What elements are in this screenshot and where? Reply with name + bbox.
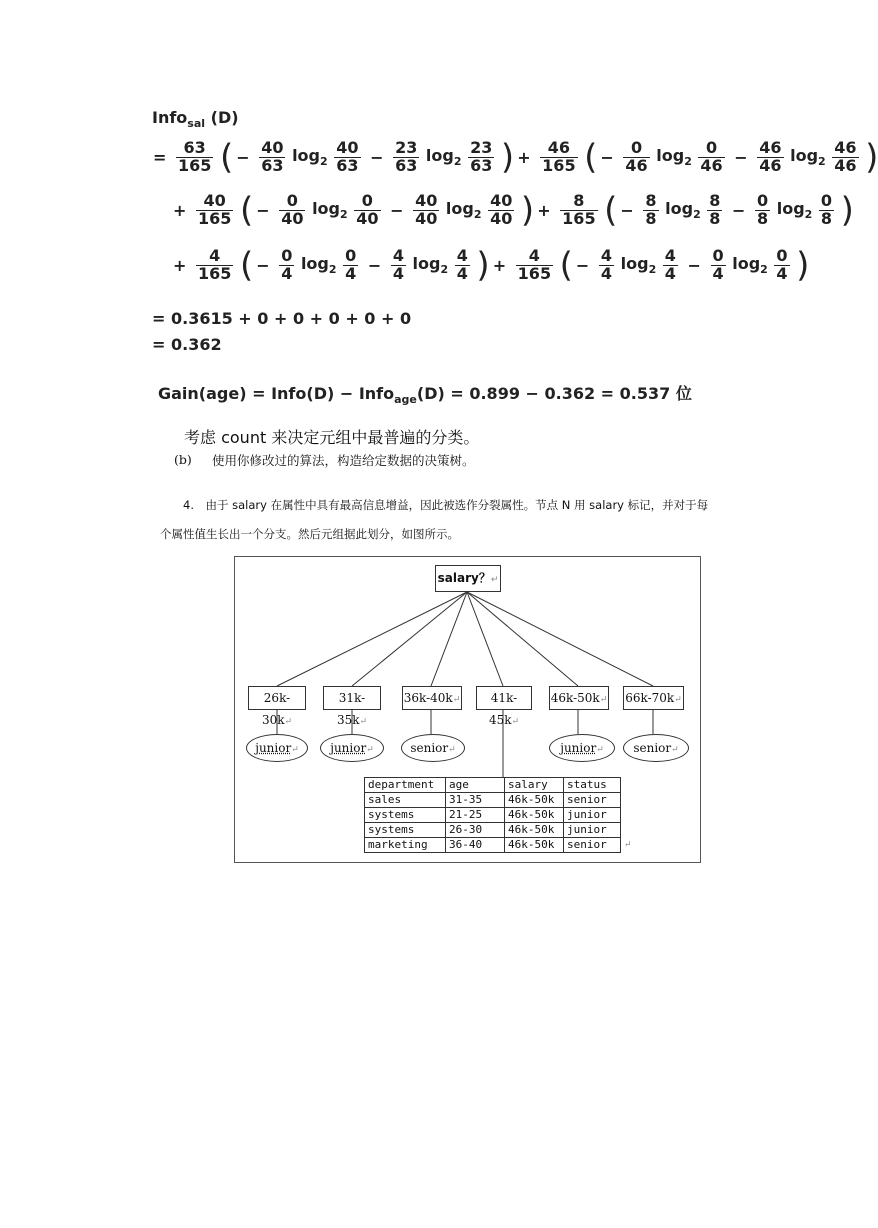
log-term: $\log_2$	[300, 254, 337, 277]
sum-line: = 0.3615 + 0 + 0 + 0 + 0 + 0	[152, 309, 412, 328]
fraction: $\frac{63}{165}$	[177, 138, 212, 175]
edge	[277, 592, 467, 686]
table-cell: 26-30	[446, 823, 505, 838]
table-return-mark: ↵	[624, 840, 632, 850]
log-term: $\log_2$	[292, 146, 328, 169]
equation-line-2: + $\frac{40}{165}$ ( − $\frac{0}{40}$ $\log_2$ $\frac{0}{40}$ − $\frac{40}{40}$ $\log_2$ $\frac{40}{40}$ ) + $\frac{8}{165}$ ( − $\frac{8}{8}$ $\log_2$ $\frac{8}{8}$ − $\frac{0}{8}$ $\log_2$ $\frac{0}{8}$ )	[173, 190, 854, 231]
table-cell: junior	[564, 808, 621, 823]
leaf-node: junior↵	[549, 734, 615, 762]
fraction: $\frac{0}{8}$	[757, 191, 769, 228]
fraction: $\frac{40}{165}$	[197, 191, 232, 228]
fraction: $\frac{40}{40}$	[415, 191, 438, 228]
info-sub: sal	[187, 117, 206, 131]
table-cell: 36-40	[446, 838, 505, 853]
fraction: $\frac{0}{40}$	[356, 191, 379, 228]
fraction: $\frac{0}{4}$	[776, 246, 788, 283]
log-term: $\log_2$	[665, 199, 701, 222]
log-term: $\log_2$	[445, 199, 482, 222]
root-node: salary？↵	[435, 565, 501, 592]
log-term: $\log_2$	[656, 146, 692, 169]
fraction: $\frac{46}{46}$	[834, 138, 857, 175]
fraction: $\frac{46}{165}$	[542, 138, 576, 175]
branch-node: 31k-35k↵	[323, 686, 381, 710]
table-cell: systems	[365, 808, 446, 823]
paragraph-4-line-2: 个属性值生长出一个分支。然后元组据此划分，如图所示。	[160, 527, 459, 541]
fraction: $\frac{0}{4}$	[281, 246, 293, 283]
table-cell: 46k-50k	[505, 793, 564, 808]
edge	[467, 592, 503, 686]
table-cell: 31-35	[446, 793, 505, 808]
fraction: $\frac{4}{165}$	[197, 246, 232, 283]
table-row	[365, 808, 621, 823]
leaf-node: junior↵	[246, 734, 308, 762]
table-cell: sales	[365, 793, 446, 808]
log-term: $\log_2$	[620, 254, 657, 277]
leaf-node: senior↵	[401, 734, 465, 762]
fraction: $\frac{46}{46}$	[759, 138, 782, 175]
gain-line: Gain(age) = Info(D) − Info$_{age}$(D) = 0.899 − 0.362 = 0.537 位	[158, 384, 692, 407]
table-row	[365, 793, 621, 808]
table-cell: junior	[564, 823, 621, 838]
table-cell: 46k-50k	[505, 808, 564, 823]
fraction: $\frac{23}{63}$	[395, 138, 418, 175]
partition-table	[364, 777, 621, 853]
fraction: $\frac{4}{4}$	[456, 246, 468, 283]
log-term: $\log_2$	[732, 254, 768, 277]
table-row	[365, 838, 621, 853]
fraction: $\frac{40}{40}$	[490, 191, 513, 228]
equation-line-3: + $\frac{4}{165}$ ( − $\frac{0}{4}$ $\log_2$ $\frac{0}{4}$ − $\frac{4}{4}$ $\log_2$ $\frac{4}{4}$ ) + $\frac{4}{165}$ ( − $\frac{4}{4}$ $\log_2$ $\frac{4}{4}$ − $\frac{0}{4}$ $\log_2$ $\frac{0}{4}$ )	[173, 245, 810, 286]
table-cell: senior	[564, 793, 621, 808]
table-cell: 21-25	[446, 808, 505, 823]
fraction: $\frac{0}{8}$	[820, 191, 833, 228]
edge	[467, 592, 578, 686]
info-label: Info	[152, 108, 188, 127]
leaf-node: senior↵	[623, 734, 689, 762]
paragraph-4-line-1: 4. 由于 salary 在属性中具有最高信息增益，因此被选作分裂属性。节点 N 用 salary 标记，并对于每	[183, 498, 709, 512]
item-b-text: 使用你修改过的算法，构造给定数据的决策树。	[212, 453, 475, 468]
fraction: $\frac{4}{4}$	[600, 246, 613, 283]
count-line: 考虑 count 来决定元组中最普遍的分类。	[184, 428, 480, 447]
fraction: $\frac{0}{40}$	[281, 191, 304, 228]
log-term: $\log_2$	[412, 254, 449, 277]
equation-line-1: = $\frac{63}{165}$ ( − $\frac{40}{63}$ $\log_2$ $\frac{40}{63}$ − $\frac{23}{63}$ $\log_2$ $\frac{23}{63}$ ) + $\frac{46}{165}$ ( − $\frac{0}{46}$ $\log_2$ $\frac{0}{46}$ − $\frac{46}{46}$ $\log_2$ $\frac{46}{46}$ )	[153, 137, 878, 178]
info-arg: (D)	[210, 108, 239, 127]
leaf-node: junior↵	[320, 734, 384, 762]
edge	[352, 592, 467, 686]
log-term: $\log_2$	[312, 199, 348, 222]
log-term: $\log_2$	[776, 199, 813, 222]
fraction: $\frac{0}{46}$	[625, 138, 648, 175]
fraction: $\frac{0}{4}$	[345, 246, 357, 283]
fraction: $\frac{4}{4}$	[664, 246, 676, 283]
fraction: $\frac{23}{63}$	[470, 138, 493, 175]
fraction: $\frac{0}{46}$	[700, 138, 723, 175]
column-header: age	[446, 778, 505, 793]
edge	[467, 592, 653, 686]
column-header: status	[564, 778, 621, 793]
branch-node: 36k-40k↵	[402, 686, 462, 710]
fraction: $\frac{4}{4}$	[392, 246, 404, 283]
table-header-row	[365, 778, 621, 793]
fraction: $\frac{8}{165}$	[562, 191, 596, 228]
result-line: = 0.362	[152, 335, 222, 354]
table-cell: 46k-50k	[505, 838, 564, 853]
fraction: $\frac{8}{8}$	[645, 191, 657, 228]
fraction: $\frac{8}{8}$	[709, 191, 721, 228]
branch-node: 41k-45k↵	[476, 686, 532, 710]
column-header: salary	[505, 778, 564, 793]
table-cell: systems	[365, 823, 446, 838]
fraction: $\frac{40}{63}$	[261, 138, 284, 175]
branch-node: 46k-50k↵	[549, 686, 609, 710]
log-term: $\log_2$	[790, 146, 826, 169]
table-cell: senior	[564, 838, 621, 853]
log-term: $\log_2$	[425, 146, 462, 169]
branch-node: 26k-30k↵	[248, 686, 306, 710]
column-header: department	[365, 778, 446, 793]
table-row	[365, 823, 621, 838]
equals-sign: =	[153, 147, 167, 167]
table-cell: marketing	[365, 838, 446, 853]
branch-node: 66k-70k↵	[623, 686, 684, 710]
fraction: $\frac{40}{63}$	[336, 138, 359, 175]
fraction: $\frac{4}{165}$	[517, 246, 552, 283]
item-b-label: (b)	[174, 452, 192, 467]
table-cell: 46k-50k	[505, 823, 564, 838]
fraction: $\frac{0}{4}$	[712, 246, 724, 283]
